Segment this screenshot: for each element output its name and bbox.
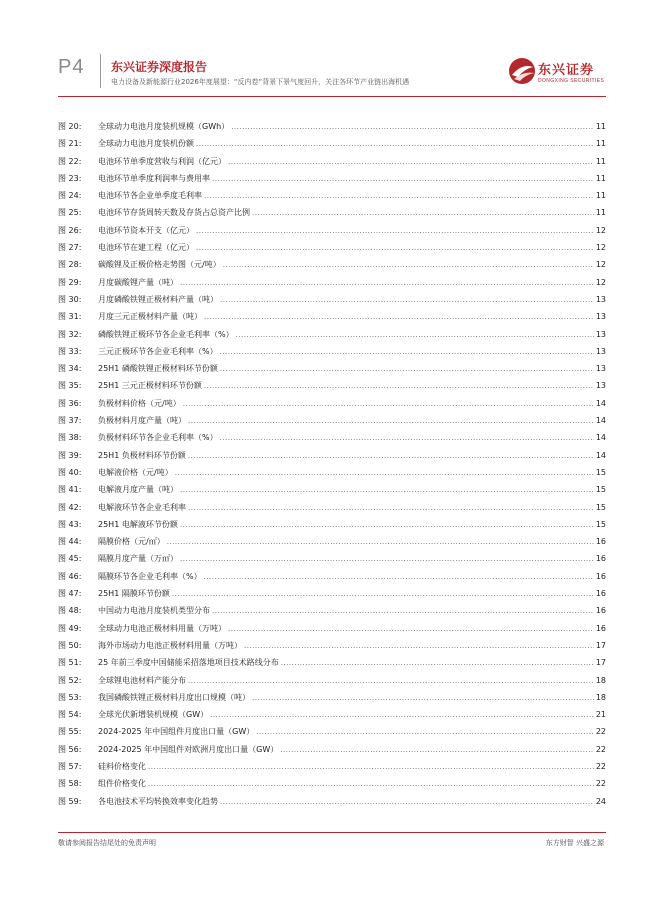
toc-entry-line — [98, 620, 606, 638]
toc-dot-leader — [180, 551, 594, 568]
toc-page-number[interactable]: 14 — [595, 433, 606, 443]
toc-entry-line — [98, 585, 606, 603]
toc-figure-number: 图 25: — [58, 208, 82, 218]
toc-dot-leader — [280, 742, 594, 759]
toc-dot-leader — [236, 327, 594, 344]
toc-figure-number: 图 26: — [58, 225, 82, 235]
toc-page-number[interactable]: 11 — [595, 208, 606, 218]
toc-page-number[interactable]: 15 — [595, 485, 606, 495]
toc-entry[interactable] — [58, 308, 606, 325]
toc-entry-line — [98, 153, 606, 171]
toc-entry[interactable] — [58, 447, 606, 464]
footer-rule — [58, 832, 606, 833]
toc-entry[interactable] — [58, 706, 606, 723]
toc-entry[interactable] — [58, 377, 606, 394]
toc-figure-title[interactable]: 2024-2025 年中国组件月度出口量（GW） — [98, 727, 255, 737]
toc-dot-leader — [210, 707, 594, 724]
toc-page-number[interactable]: 12 — [595, 243, 606, 253]
toc-figure-number: 图 27: — [58, 243, 82, 253]
toc-page-number[interactable]: 13 — [595, 329, 606, 339]
toc-figure-number: 图 28: — [58, 260, 82, 270]
toc-entry[interactable] — [58, 481, 606, 498]
toc-figure-number: 图 24: — [58, 191, 82, 201]
toc-page-number[interactable]: 14 — [595, 450, 606, 460]
toc-entry-line — [98, 360, 606, 378]
toc-dot-leader — [148, 776, 594, 793]
toc-page-number[interactable]: 14 — [595, 398, 606, 408]
toc-entry-line — [98, 274, 606, 292]
toc-dot-leader — [228, 621, 594, 638]
toc-figure-number: 图 39: — [58, 450, 82, 460]
toc-entry-line — [98, 758, 606, 776]
toc-dot-leader — [183, 396, 594, 413]
toc-figure-title[interactable]: 25 年前三季度中国储能采招落地项目技术路线分布 — [98, 658, 279, 668]
toc-entry[interactable] — [58, 723, 606, 740]
toc-entry-line — [98, 239, 606, 257]
toc-figure-title[interactable]: 电池环节资本开支（亿元） — [98, 225, 194, 235]
toc-page-number[interactable]: 12 — [595, 260, 606, 270]
toc-page-number[interactable]: 11 — [595, 139, 606, 149]
toc-figure-number: 图 30: — [58, 294, 82, 304]
toc-page-number[interactable]: 11 — [595, 173, 606, 183]
toc-entry[interactable] — [58, 204, 606, 221]
figure-table-of-contents — [58, 118, 606, 810]
toc-figure-title[interactable]: 隔膜环节各企业毛利率（%） — [98, 571, 202, 581]
toc-figure-number: 图 50: — [58, 640, 82, 650]
toc-dot-leader — [188, 500, 594, 517]
toc-entry-line — [98, 447, 606, 465]
toc-dot-leader — [212, 603, 594, 620]
toc-figure-title[interactable]: 电池环节各企业单季度毛利率 — [98, 191, 202, 201]
toc-figure-title[interactable]: 全球动力电池正极材料用量（万吨） — [98, 623, 226, 633]
toc-page-number[interactable]: 17 — [595, 658, 606, 668]
toc-figure-number: 图 32: — [58, 329, 82, 339]
toc-page-number[interactable]: 16 — [595, 554, 606, 564]
toc-page-number[interactable]: 15 — [595, 502, 606, 512]
toc-entry[interactable] — [58, 672, 606, 689]
toc-page-number[interactable]: 22 — [595, 727, 606, 737]
toc-entry-line — [98, 429, 606, 447]
toc-figure-title[interactable]: 2024-2025 年中国组件对欧洲月度出口量（GW） — [98, 744, 279, 754]
toc-page-number[interactable]: 11 — [595, 191, 606, 201]
toc-entry[interactable] — [58, 550, 606, 567]
toc-page-number[interactable]: 18 — [595, 675, 606, 685]
toc-figure-number: 图 59: — [58, 796, 82, 806]
toc-entry-line — [98, 689, 606, 707]
toc-entry[interactable] — [58, 602, 606, 619]
toc-entry-line — [98, 499, 606, 517]
toc-figure-number: 图 57: — [58, 761, 82, 771]
toc-figure-title[interactable]: 我国磷酸铁锂正极材料月度出口规模（吨） — [98, 692, 250, 702]
toc-page-number[interactable]: 12 — [595, 277, 606, 287]
toc-dot-leader — [204, 378, 594, 395]
toc-page-number[interactable]: 16 — [595, 571, 606, 581]
toc-figure-title[interactable]: 电解液月度产量（吨） — [98, 485, 178, 495]
toc-page-number[interactable]: 24 — [595, 796, 606, 806]
toc-entry[interactable] — [58, 654, 606, 671]
toc-entry[interactable] — [58, 568, 606, 585]
toc-entry[interactable] — [58, 689, 606, 706]
toc-entry[interactable] — [58, 222, 606, 239]
toc-figure-title[interactable]: 磷酸铁锂正极环节各企业毛利率（%） — [98, 329, 234, 339]
toc-entry-line — [98, 654, 606, 672]
toc-entry[interactable] — [58, 291, 606, 308]
toc-figure-title[interactable]: 25H1 负极材料环节份额 — [98, 450, 186, 460]
toc-page-number[interactable]: 13 — [595, 294, 606, 304]
toc-figure-title[interactable]: 月度三元正极材料产量（吨） — [98, 312, 202, 322]
toc-page-number[interactable]: 13 — [595, 364, 606, 374]
toc-figure-number: 图 35: — [58, 381, 82, 391]
toc-figure-number: 图 42: — [58, 502, 82, 512]
report-title: 东兴证券深度报告 — [111, 60, 208, 74]
toc-dot-leader — [188, 673, 594, 690]
toc-figure-number: 图 48: — [58, 606, 82, 616]
toc-entry-line — [98, 170, 606, 188]
toc-dot-leader — [220, 430, 594, 447]
toc-entry-line — [98, 602, 606, 620]
toc-figure-title[interactable]: 电池环节在建工程（亿元） — [98, 243, 194, 253]
toc-dot-leader — [180, 517, 594, 534]
toc-dot-leader — [220, 344, 594, 361]
toc-figure-number: 图 52: — [58, 675, 82, 685]
toc-page-number[interactable]: 11 — [595, 122, 606, 131]
toc-page-number[interactable]: 18 — [595, 692, 606, 702]
toc-dot-leader — [188, 448, 594, 465]
toc-figure-title[interactable]: 电池环节单季度营收与利润（亿元） — [98, 156, 226, 166]
toc-figure-title[interactable]: 月度碳酸锂产量（吨） — [98, 277, 178, 287]
header-rule — [58, 96, 606, 97]
toc-figure-number: 图 49: — [58, 623, 82, 633]
toc-figure-title[interactable]: 组件价格变化 — [98, 779, 146, 789]
toc-figure-title[interactable]: 硅料价格变化 — [98, 761, 146, 771]
toc-figure-number: 图 20: — [58, 122, 82, 131]
toc-page-number[interactable]: 14 — [595, 416, 606, 426]
toc-entry[interactable] — [58, 360, 606, 377]
toc-figure-number: 图 40: — [58, 467, 82, 477]
footer-disclaimer: 敬请参阅报告结尾处的免责声明 — [58, 839, 156, 847]
toc-dot-leader — [196, 223, 594, 240]
toc-figure-title[interactable]: 25H1 磷酸铁锂正极材料环节份额 — [98, 364, 218, 374]
toc-entry-line — [98, 308, 606, 326]
toc-page-number[interactable]: 11 — [595, 156, 606, 166]
toc-figure-number: 图 22: — [58, 156, 82, 166]
toc-figure-number: 图 34: — [58, 364, 82, 374]
toc-figure-number: 图 45: — [58, 554, 82, 564]
toc-dot-leader — [204, 569, 594, 586]
toc-dot-leader — [281, 655, 594, 672]
toc-figure-title[interactable]: 碳酸锂及正极价格走势图（元/吨） — [98, 260, 221, 270]
toc-entry[interactable] — [58, 239, 606, 256]
toc-entry-line — [98, 568, 606, 586]
toc-figure-number: 图 58: — [58, 779, 82, 789]
toc-entry[interactable] — [58, 585, 606, 602]
toc-figure-number: 图 38: — [58, 433, 82, 443]
toc-figure-number: 图 46: — [58, 571, 82, 581]
toc-figure-title[interactable]: 电池环节单季度利润率与费用率 — [98, 173, 210, 183]
toc-entry-line — [98, 637, 606, 655]
toc-figure-title[interactable]: 月度磷酸铁锂正极材料产量（吨） — [98, 294, 218, 304]
toc-entry-line — [98, 775, 606, 793]
logo-text: 东兴证券 — [538, 63, 595, 78]
toc-figure-title[interactable]: 负极材料价格（元/吨） — [98, 398, 181, 408]
toc-page-number[interactable]: 16 — [595, 537, 606, 547]
toc-dot-leader — [212, 171, 594, 188]
toc-dot-leader — [220, 794, 594, 811]
toc-figure-title[interactable]: 隔膜月度产量（万㎡） — [98, 554, 178, 564]
toc-figure-title[interactable]: 全球动力电池月度装机规模（GWh） — [98, 122, 230, 131]
toc-figure-number: 图 51: — [58, 658, 82, 668]
toc-entry[interactable] — [58, 793, 606, 810]
toc-entry-line — [98, 723, 606, 741]
toc-entry-line — [98, 672, 606, 690]
toc-figure-title[interactable]: 三元正极环节各企业毛利率（%） — [98, 346, 218, 356]
toc-dot-leader — [252, 205, 594, 222]
toc-figure-number: 图 53: — [58, 692, 82, 702]
toc-entry-line — [98, 135, 606, 153]
toc-dot-leader — [223, 257, 594, 274]
toc-figure-title[interactable]: 各电池技术平均转换效率变化趋势 — [98, 796, 218, 806]
toc-figure-title[interactable]: 负极材料月度产量（吨） — [98, 416, 186, 426]
toc-figure-title[interactable]: 全球动力电池月度装机份额 — [98, 139, 194, 149]
toc-dot-leader — [196, 136, 594, 153]
toc-dot-leader — [220, 292, 594, 309]
toc-figure-title[interactable]: 海外市场动力电池正极材料用量（万吨） — [98, 640, 242, 650]
toc-page-number[interactable]: 16 — [595, 589, 606, 599]
toc-entry[interactable] — [58, 464, 606, 481]
toc-page-number[interactable]: 17 — [595, 640, 606, 650]
toc-entry[interactable] — [58, 118, 606, 135]
toc-page-number[interactable]: 13 — [595, 381, 606, 391]
toc-entry-line — [98, 550, 606, 568]
toc-figure-number: 图 31: — [58, 312, 82, 322]
toc-entry-line — [98, 343, 606, 361]
toc-entry[interactable] — [58, 170, 606, 187]
toc-entry-line — [98, 706, 606, 724]
toc-figure-title[interactable]: 电解液环节各企业毛利率 — [98, 502, 186, 512]
toc-page-number[interactable]: 22 — [595, 744, 606, 754]
toc-entry-line — [98, 412, 606, 430]
toc-page-number[interactable]: 13 — [595, 312, 606, 322]
toc-entry[interactable] — [58, 256, 606, 273]
toc-figure-number: 图 41: — [58, 485, 82, 495]
toc-dot-leader — [204, 188, 594, 205]
toc-dot-leader — [188, 413, 594, 430]
toc-figure-title[interactable]: 25H1 三元正极材料环节份额 — [98, 381, 202, 391]
toc-entry[interactable] — [58, 533, 606, 550]
toc-entry-line — [98, 793, 606, 811]
toc-entry-line — [98, 481, 606, 499]
toc-entry[interactable] — [58, 516, 606, 533]
toc-page-number[interactable]: 22 — [595, 779, 606, 789]
toc-dot-leader — [228, 154, 594, 171]
toc-dot-leader — [244, 638, 594, 655]
toc-figure-title[interactable]: 电池环节存货周转天数及存货占总资产比例 — [98, 208, 250, 218]
toc-dot-leader — [180, 482, 594, 499]
toc-page-number[interactable]: 13 — [595, 346, 606, 356]
toc-dot-leader — [180, 275, 594, 292]
toc-entry-line — [98, 516, 606, 534]
toc-figure-title[interactable]: 负极材料环节各企业毛利率（%） — [98, 433, 218, 443]
toc-entry-line — [98, 187, 606, 205]
toc-page-number[interactable]: 16 — [595, 606, 606, 616]
toc-entry[interactable] — [58, 343, 606, 360]
toc-entry[interactable] — [58, 620, 606, 637]
toc-entry-line — [98, 464, 606, 482]
toc-entry-line — [98, 222, 606, 240]
toc-figure-title[interactable]: 25H1 电解液环节份额 — [98, 519, 178, 529]
toc-dot-leader — [167, 534, 594, 551]
toc-figure-title[interactable]: 隔膜价格（元/㎡） — [98, 537, 165, 547]
toc-page-number[interactable]: 12 — [595, 225, 606, 235]
toc-dot-leader — [196, 240, 594, 257]
toc-figure-number: 图 33: — [58, 346, 82, 356]
toc-entry[interactable] — [58, 274, 606, 291]
toc-figure-number: 图 54: — [58, 710, 82, 720]
toc-figure-title[interactable]: 全球锂电池材料产能分布 — [98, 675, 186, 685]
header-divider — [100, 54, 101, 88]
toc-entry[interactable] — [58, 499, 606, 516]
toc-page-number[interactable]: 16 — [595, 623, 606, 633]
toc-page-number[interactable]: 22 — [595, 761, 606, 771]
toc-entry[interactable] — [58, 775, 606, 792]
toc-figure-number: 图 36: — [58, 398, 82, 408]
toc-figure-title[interactable]: 25H1 隔膜环节份额 — [98, 589, 170, 599]
toc-figure-number: 图 37: — [58, 416, 82, 426]
report-subtitle: 电力设备及新能源行业2026年度展望：“反内卷”背景下景气度回升，关注各环节产业链出海机遇 — [111, 78, 410, 86]
toc-entry[interactable] — [58, 187, 606, 204]
logo-subtext: DONGXING SECURITIES — [538, 78, 605, 84]
toc-figure-number: 图 23: — [58, 173, 82, 183]
page-header — [0, 0, 662, 98]
toc-entry-line — [98, 326, 606, 344]
toc-entry-line — [98, 533, 606, 551]
toc-entry[interactable] — [58, 326, 606, 343]
toc-entry[interactable] — [58, 637, 606, 654]
toc-dot-leader — [252, 690, 594, 707]
toc-entry[interactable] — [58, 395, 606, 412]
page-number: P4 — [58, 56, 85, 78]
toc-figure-number: 图 56: — [58, 744, 82, 754]
toc-dot-leader — [172, 586, 594, 603]
toc-entry-line — [98, 291, 606, 309]
toc-figure-title[interactable]: 电解液价格（元/吨） — [98, 467, 173, 477]
toc-entry[interactable] — [58, 412, 606, 429]
toc-dot-leader — [231, 119, 594, 136]
toc-figure-number: 图 55: — [58, 727, 82, 737]
toc-entry-line — [98, 741, 606, 759]
toc-entry[interactable] — [58, 741, 606, 758]
toc-figure-title[interactable]: 全球光伏新增装机规模（GW） — [98, 710, 209, 720]
toc-dot-leader — [204, 309, 594, 326]
toc-entry-line — [98, 256, 606, 274]
toc-entry-line — [98, 204, 606, 222]
toc-entry-line — [98, 377, 606, 395]
toc-dot-leader — [175, 465, 594, 482]
toc-entry[interactable] — [58, 758, 606, 775]
toc-figure-number: 图 21: — [58, 139, 82, 149]
toc-entry-line — [98, 395, 606, 413]
toc-page-number[interactable]: 15 — [595, 467, 606, 477]
toc-dot-leader — [256, 724, 594, 741]
footer-slogan: 东方财智 兴盛之源 — [545, 839, 604, 847]
toc-dot-leader — [220, 361, 594, 378]
toc-dot-leader — [148, 759, 594, 776]
toc-page-number[interactable]: 15 — [595, 519, 606, 529]
toc-entry[interactable] — [58, 135, 606, 152]
toc-figure-number: 图 29: — [58, 277, 82, 287]
toc-entry-line — [98, 118, 606, 136]
toc-figure-number: 图 43: — [58, 519, 82, 529]
toc-entry[interactable] — [58, 429, 606, 446]
toc-figure-title[interactable]: 中国动力电池月度装机类型分布 — [98, 606, 210, 616]
toc-entry[interactable] — [58, 153, 606, 170]
toc-page-number[interactable]: 21 — [595, 710, 606, 720]
toc-figure-number: 图 44: — [58, 537, 82, 547]
toc-figure-number: 图 47: — [58, 589, 82, 599]
